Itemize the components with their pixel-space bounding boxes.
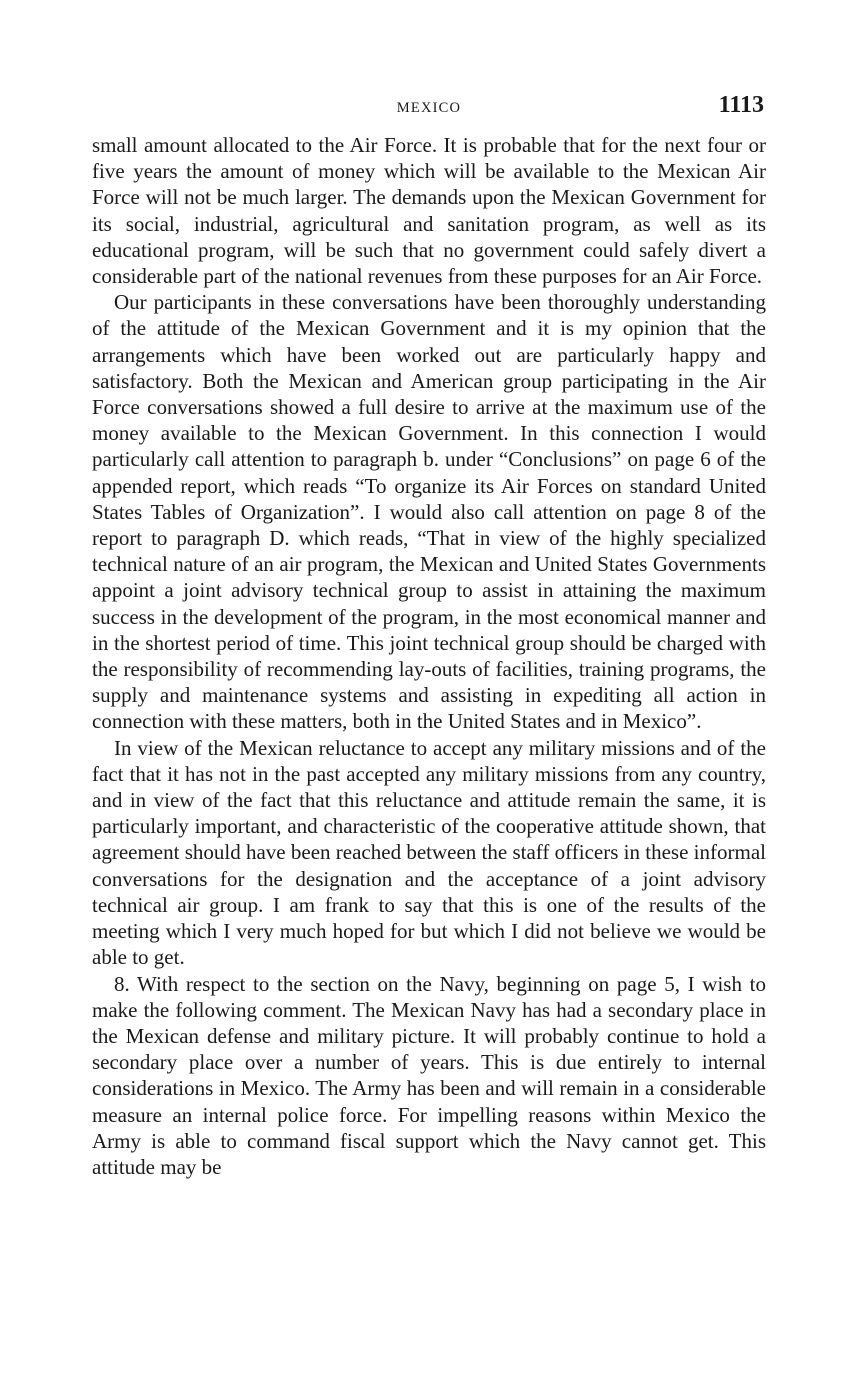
paragraph-continuation: small amount allocated to the Air Force. It is probable that for the next four or five years the amount of money which will be available to the Mexican Air Force will not be much larger. The demands upon the Mexican Government for its social, industrial, agricultural and sanitation program, as well as its educational program, will be such that no government could safely divert a considerable part of the national revenues from these purposes for an Air Force. <box>92 133 766 289</box>
paragraph-participants: Our participants in these conversations have been thoroughly understanding of the attitude of the Mexican Government and it is my opinion that the arrangements which have been worked out are particularly happy and satisfactory. Both the Mexican and American group participating in the Air Force conversations showed a full desire to arrive at the maximum use of the money available to the Mexican Government. In this connection I would particularly call attention to paragraph b. under “Conclusions” on page 6 of the appended report, which reads “To organize its Air Forces on standard United States Tables of Organization”. I would also call attention on page 8 of the report to paragraph D. which reads, “That in view of the highly specialized technical nature of an air program, the Mexican and United States Governments appoint a joint advisory technical group to assist in attaining the maximum success in the development of the program, in the most economical manner and in the shortest period of time. This joint technical group should be charged with the responsibility of recommending lay-outs of facilities, training programs, the supply and maintenance systems and assisting in expediting all action in connection with these matters, both in the United States and in Mexico”. <box>92 290 766 734</box>
body-text <box>92 132 766 1180</box>
running-title: MEXICO <box>396 100 462 116</box>
paragraph-navy: 8. With respect to the section on the Navy, beginning on page 5, I wish to make the following comment. The Mexican Navy has had a secondary place in the Mexican defense and military picture. It will probably continue to hold a secondary place over a number of years. This is due entirely to internal considerations in Mexico. The Army has been and will remain in a considerable measure an internal police force. For impelling reasons within Mexico the Army is able to command fiscal support which the Navy cannot get. This attitude may be <box>92 971 766 1179</box>
running-header <box>92 92 766 132</box>
document-page <box>92 92 766 1180</box>
page-number: 1113 <box>718 92 764 118</box>
paragraph-military-missions: In view of the Mexican reluctance to accept any military missions and of the fact that it has not in the past accepted any military missions from any country, and in view of the fact that this reluctance and attitude remain the same, it is particularly important, and characteristic of the cooperative attitude shown, that agreement should have been reached between the staff officers in these informal conversations for the designation and the acceptance of a joint advisory technical air group. I am frank to say that this is one of the results of the meeting which I very much hoped for but which I did not believe we would be able to get. <box>92 735 766 970</box>
